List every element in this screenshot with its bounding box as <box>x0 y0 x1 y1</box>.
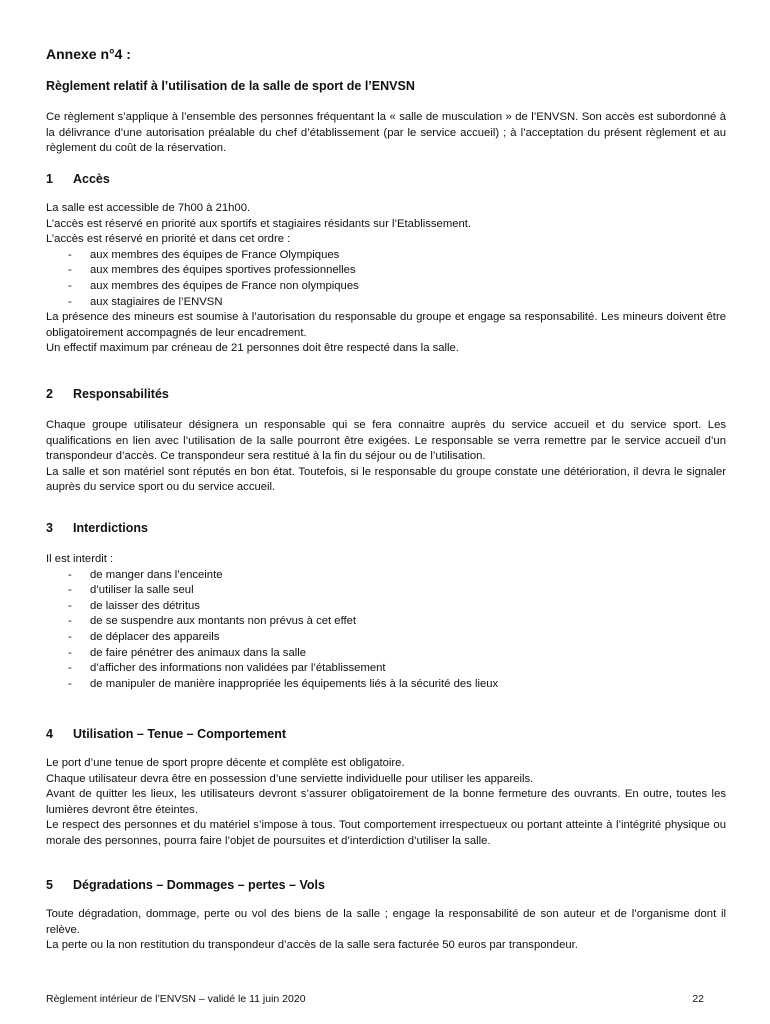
page-number: 22 <box>692 993 704 1005</box>
section-title: Accès <box>73 172 110 186</box>
paragraph: Le port d’une tenue de sport propre décente et complète est obligatoire. <box>46 757 405 769</box>
prohibitions-list <box>46 568 726 693</box>
section-number: 1 <box>46 172 53 186</box>
list-item: - d’utiliser la salle seul <box>46 583 726 599</box>
section-5-body <box>46 907 726 954</box>
list-item: - de se suspendre aux montants non prévus à cet effet <box>46 614 726 630</box>
list-item: - aux membres des équipes de France non olympiques <box>46 279 726 295</box>
paragraph: La salle est accessible de 7h00 à 21h00. <box>46 202 251 214</box>
list-item: - aux membres des équipes sportives professionnelles <box>46 263 726 279</box>
section-2-body <box>46 418 726 496</box>
section-number: 2 <box>46 387 53 401</box>
paragraph: Toute dégradation, dommage, perte ou vol des biens de la salle ; engage la responsabilité de son auteur et de l’organisme dont il relève. <box>46 908 726 936</box>
list-item: - de laisser des détritus <box>46 599 726 615</box>
section-title: Dégradations – Dommages – pertes – Vols <box>73 878 325 892</box>
paragraph: La présence des mineurs est soumise à l’autorisation du responsable du groupe et engage sa responsabilité. Les mineurs doivent être obligatoirement accompagnés de leur encadrement. <box>46 311 726 339</box>
section-title: Utilisation – Tenue – Comportement <box>73 727 286 741</box>
section-1-heading <box>46 172 110 186</box>
paragraph: La perte ou la non restitution du transpondeur d’accès de la salle sera facturée 50 euros par transpondeur. <box>46 939 578 952</box>
section-5-heading <box>46 878 325 892</box>
paragraph: Chaque utilisateur devra être en possession d’une serviette individuelle pour utiliser les appareils. <box>46 772 534 785</box>
paragraph: Avant de quitter les lieux, les utilisateurs devront s’assurer obligatoirement de la bonne fermeture des ouvrants. En outre, toutes les lumières devront être éteintes. <box>46 788 726 816</box>
paragraph: Il est interdit : <box>46 553 114 565</box>
list-item: - de faire pénétrer des animaux dans la salle <box>46 646 726 662</box>
list-item: - de déplacer des appareils <box>46 630 726 646</box>
paragraph: Chaque groupe utilisateur désignera un responsable qui se fera connaitre auprès du service accueil et du service sport. Les qualifications en lien avec l’utilisation de la salle pourront être exigées. Le responsable se verra remettre par le service accueil d’un transpondeur d’accès. Ce transpondeur sera restitué à la fin du séjour ou de l’utilisation. <box>46 419 726 463</box>
paragraph: Le respect des personnes et du matériel s’impose à tous. Tout comportement irrespectueux ou portant atteinte à l’intégrité physique ou morale des personnes, pourra faire l’objet de poursuites et d’interdiction d’utiliser la salle. <box>46 819 726 847</box>
section-3-heading <box>46 521 148 535</box>
section-4-heading <box>46 727 286 741</box>
intro-paragraph <box>46 110 726 157</box>
section-number: 5 <box>46 878 53 892</box>
paragraph: L’accès est réservé en priorité aux sportifs et stagiaires résidants sur l’Etablissement. <box>46 217 472 230</box>
section-title: Interdictions <box>73 521 149 535</box>
priority-list <box>46 248 726 310</box>
section-title: Responsabilités <box>73 387 169 401</box>
paragraph: L’accès est réservé en priorité et dans cet ordre : <box>46 233 291 246</box>
list-item: - de manger dans l’enceinte <box>46 568 726 584</box>
list-item: - de manipuler de manière inappropriée les équipements liés à la sécurité des lieux <box>46 677 726 693</box>
section-4-body <box>46 756 726 850</box>
section-2-heading <box>46 387 169 401</box>
section-number: 3 <box>46 521 53 535</box>
section-3-body <box>46 552 726 692</box>
document-title: Règlement relatif à l’utilisation de la salle de sport de l’ENVSN <box>46 79 415 93</box>
section-number: 4 <box>46 727 53 741</box>
annex-title: Annexe n°4 : <box>46 46 131 62</box>
intro-text: Ce règlement s’applique à l’ensemble des personnes fréquentant la « salle de musculation » de l’ENVSN. Son accès est subordonné à la délivrance d’une autorisation préalable du chef d’établissement (par le service accueil) ; à l’acceptation du présent règlement et au règlement du coût de la réservation. <box>46 111 726 155</box>
list-item: - aux stagiaires de l’ENVSN <box>46 295 726 311</box>
list-item: - d’afficher des informations non validées par l’établissement <box>46 661 726 677</box>
footer-text: Règlement intérieur de l’ENVSN – validé le 11 juin 2020 <box>46 993 306 1005</box>
paragraph: La salle et son matériel sont réputés en bon état. Toutefois, si le responsable du groupe constate une détérioration, il devra le signaler auprès du service sport ou du service accueil. <box>46 465 726 494</box>
list-item: - aux membres des équipes de France Olympiques <box>46 248 726 264</box>
paragraph: Un effectif maximum par créneau de 21 personnes doit être respecté dans la salle. <box>46 342 459 355</box>
section-1-body <box>46 201 726 357</box>
